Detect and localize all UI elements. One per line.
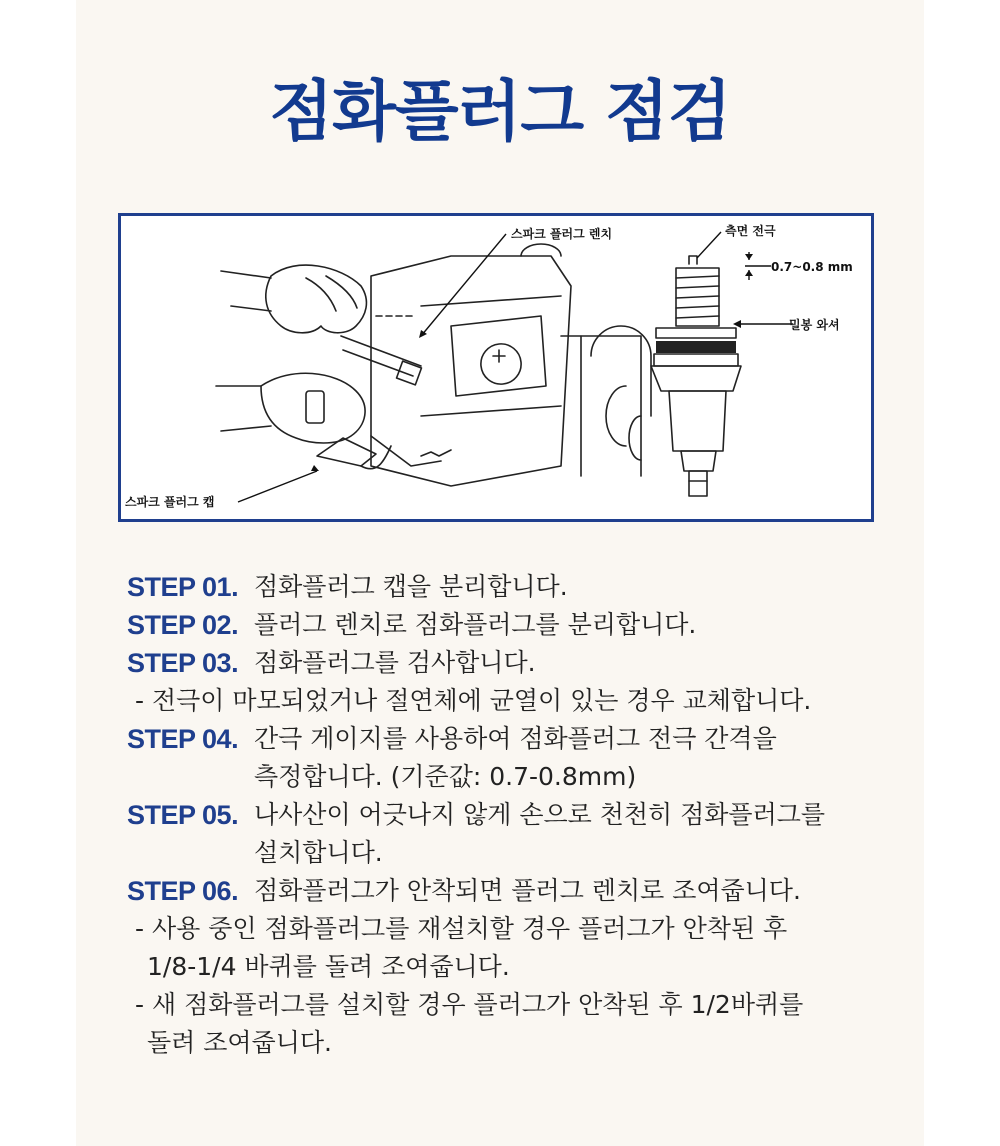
- engine-illustration: [121, 216, 871, 519]
- step-text: 점화플러그가 안착되면 플러그 렌치로 조여줍니다.: [254, 876, 801, 905]
- step-note: - 사용 중인 점화플러그를 재설치할 경우 플러그가 안착된 후: [135, 914, 788, 943]
- step-note-continued: 돌려 조여줍니다.: [147, 1028, 332, 1057]
- step-06: [127, 872, 907, 910]
- step-04: [127, 720, 907, 758]
- step-tag: STEP 06.: [127, 876, 239, 906]
- step-tag: STEP 03.: [127, 648, 239, 678]
- step-text: 나사산이 어긋나지 않게 손으로 천천히 점화플러그를: [254, 800, 826, 829]
- step-06-note-2: [127, 986, 907, 1024]
- step-text: 간극 게이지를 사용하여 점화플러그 전극 간격을: [254, 724, 777, 753]
- step-06-note-1: [127, 910, 907, 948]
- step-note: - 새 점화플러그를 설치할 경우 플러그가 안착된 후 1/2바퀴를: [135, 990, 804, 1019]
- step-03-note: [127, 682, 907, 720]
- cap-label: 스파크 플러그 캡: [125, 495, 215, 509]
- step-tag: STEP 05.: [127, 800, 239, 830]
- step-tag: STEP 01.: [127, 572, 239, 602]
- step-text-continued: 설치합니다.: [254, 838, 383, 867]
- steps-list: [127, 568, 907, 1062]
- step-tag: STEP 04.: [127, 724, 239, 754]
- step-05: [127, 796, 907, 834]
- step-text: 점화플러그를 검사합니다.: [254, 648, 536, 677]
- sealing-washer-band: [656, 341, 736, 353]
- step-note: - 전극이 마모되었거나 절연체에 균열이 있는 경우 교체합니다.: [135, 686, 812, 715]
- step-02: [127, 606, 907, 644]
- gap-label: 0.7~0.8 mm: [771, 260, 853, 274]
- step-05-continued: [127, 834, 907, 872]
- step-text: 점화플러그 캡을 분리합니다.: [254, 572, 568, 601]
- side-electrode-label: 측면 전극: [725, 224, 776, 238]
- step-text-continued: 측정합니다. (기준값: 0.7-0.8mm): [254, 762, 637, 791]
- step-06-note-1-continued: [127, 948, 907, 986]
- step-04-continued: [127, 758, 907, 796]
- step-01: [127, 568, 907, 606]
- wrench-label: 스파크 플러그 렌치: [511, 227, 613, 241]
- step-03: [127, 644, 907, 682]
- step-note-continued: 1/8-1/4 바퀴를 돌려 조여줍니다.: [147, 952, 510, 981]
- page-title: 점화플러그 점검: [269, 73, 731, 150]
- step-06-note-2-continued: [127, 1024, 907, 1062]
- step-text: 플러그 렌치로 점화플러그를 분리합니다.: [254, 610, 697, 639]
- washer-label: 밀봉 와셔: [789, 318, 840, 332]
- step-tag: STEP 02.: [127, 610, 239, 640]
- spark-plug-figure: [118, 213, 874, 522]
